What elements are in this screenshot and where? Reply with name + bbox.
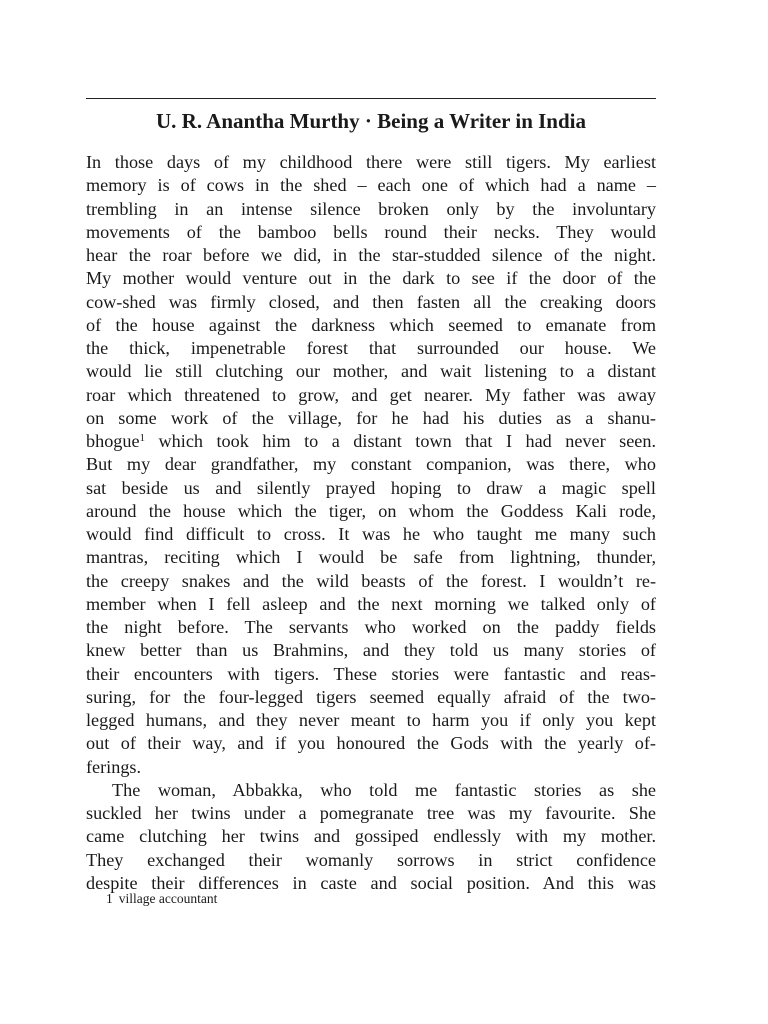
text-line: on some work of the village, for he had his duties as a shanu-: [86, 407, 656, 428]
text-line: suring, for the four-legged tigers seemed equally afraid of the two-: [86, 686, 656, 707]
footnote-number: 1: [106, 891, 113, 906]
text-line: trembling in an intense silence broken only by the involuntary: [86, 198, 656, 219]
text-line: knew better than us Brahmins, and they told us many stories of: [86, 640, 656, 661]
text-line-indented: The woman, Abbakka, who told me fantastic stories as she: [112, 779, 656, 800]
text-line: roar which threatened to grow, and get nearer. My father was away: [86, 384, 656, 405]
text-line: out of their way, and if you honoured the Gods with the yearly of-: [86, 733, 656, 754]
text-line: would find difficult to cross. It was he who taught me many such: [86, 524, 656, 544]
text-line: movements of the bamboo bells round their necks. They would: [86, 221, 656, 242]
text-line: They exchanged their womanly sorrows in strict confidence: [86, 849, 656, 870]
text-line: the creepy snakes and the wild beasts of the forest. I wouldn’t re-: [86, 570, 656, 591]
text-line: My mother would venture out in the dark to see if the door of the: [86, 268, 656, 289]
footnote: [106, 890, 217, 908]
text-line: mantras, reciting which I would be safe from lightning, thunder,: [86, 547, 656, 568]
text-line: the night before. The servants who worked on the paddy fields: [86, 617, 656, 637]
text-line: cow-shed was firmly closed, and then fasten all the creaking doors: [86, 291, 656, 312]
text-fragment: bhogue: [86, 431, 140, 451]
text-line: But my dear grandfather, my constant companion, was there, who: [86, 454, 656, 475]
text-line-footnote-ref: [86, 430, 656, 453]
text-line: the thick, impenetrable forest that surrounded our house. We: [86, 338, 656, 358]
text-line: despite their differences in caste and social position. And this was: [86, 872, 656, 893]
text-line-last: ferings.: [86, 756, 142, 777]
header-rule: [86, 98, 656, 99]
text-line: legged humans, and they never meant to harm you if only you kept: [86, 710, 656, 730]
body-text: [86, 151, 656, 895]
text-line: suckled her twins under a pomegranate tree was my favourite. She: [86, 803, 656, 823]
text-line: came clutching her twins and gossiped endlessly with my mother.: [86, 826, 656, 847]
text-line: would lie still clutching our mother, and wait listening to a distant: [86, 361, 656, 382]
text-line: sat beside us and silently prayed hoping to draw a magic spell: [86, 477, 656, 498]
text-line: memory is of cows in the shed – each one of which had a name –: [86, 175, 656, 196]
footnote-marker: 1: [139, 432, 146, 444]
footnote-text: village accountant: [118, 891, 218, 906]
text-line: In those days of my childhood there were still tigers. My earliest: [86, 152, 656, 172]
text-fragment: which took him to a distant town that I had never seen.: [145, 431, 656, 451]
running-header: U. R. Anantha Murthy · Being a Writer in India: [156, 109, 586, 133]
text-line: of the house against the darkness which seemed to emanate from: [86, 314, 656, 335]
text-line: around the house which the tiger, on whom the Goddess Kali rode,: [86, 500, 656, 521]
text-line: hear the roar before we did, in the star-studded silence of the night.: [86, 245, 656, 265]
text-line: member when I fell asleep and the next morning we talked only of: [86, 593, 656, 614]
text-line: their encounters with tigers. These stories were fantastic and reas-: [86, 663, 656, 684]
